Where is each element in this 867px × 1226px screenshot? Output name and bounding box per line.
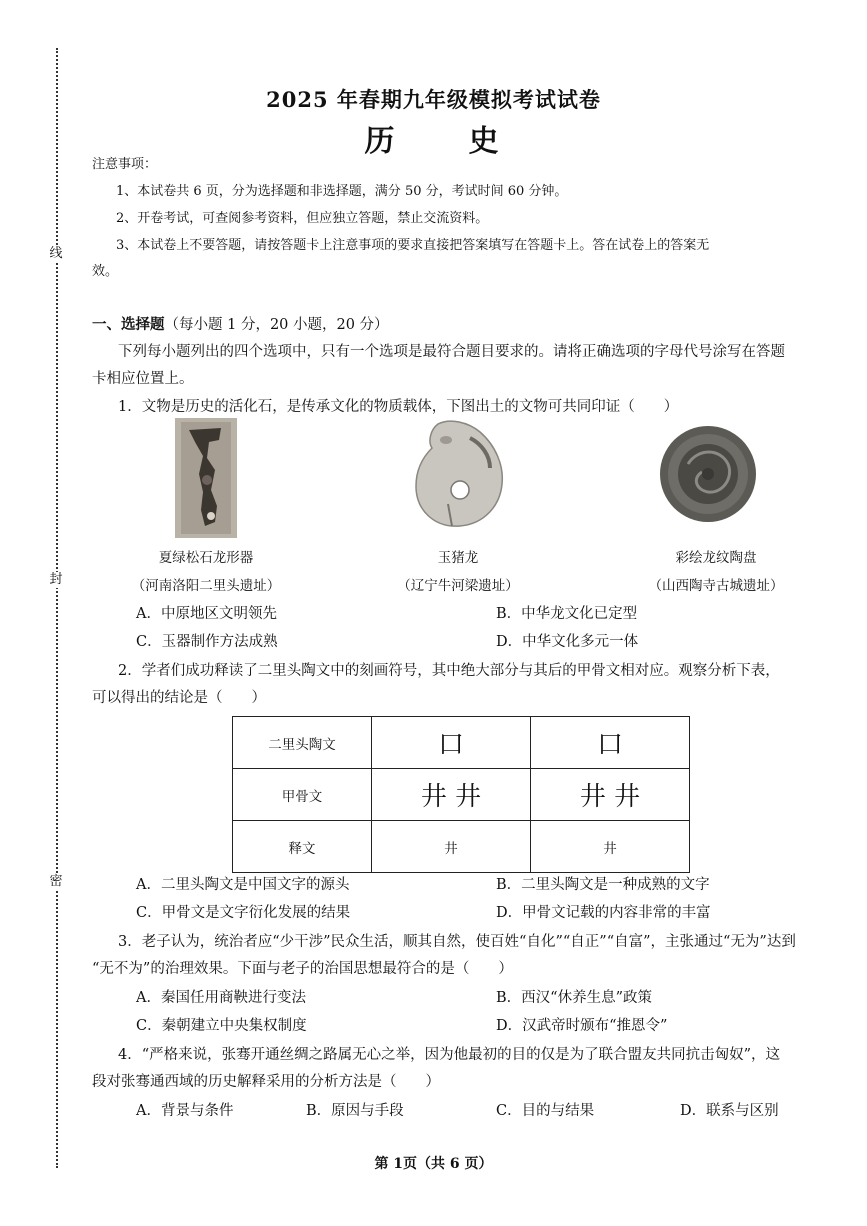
q4-stem-2: 段对张骞通西域的历史解释采用的分析方法是（ ） [92,1074,440,1090]
q2-option-a: A．二里头陶文是中国文字的源头 [136,877,350,893]
q1-artifact-1-name: 夏绿松石龙形器 [158,550,254,566]
oracle-glyph-1: 井 井 [420,782,482,812]
notice-heading: 注意事项： [92,157,158,172]
section-instruction-1: 下列每小题列出的四个选项中，只有一个选项是最符合题目要求的。请将正确选项的字母代号涂写在答题 [118,344,785,360]
q4-option-d: D．联系与区别 [680,1103,779,1119]
q2-option-b: B．二里头陶文是一种成熟的文字 [496,877,710,893]
table-row-label: 释文 [233,821,372,873]
table-cell [531,717,690,769]
turquoise-dragon-image [175,418,237,538]
table-row-label: 甲骨文 [233,769,372,821]
q3-option-c: C．秦朝建立中央集权制度 [136,1018,307,1034]
q1-option-b: B．中华龙文化已定型 [496,606,638,622]
table-row [233,717,690,769]
q3-stem-2: “无不为”的治理效果。下面与老子的治国思想最符合的是（ ） [92,961,513,977]
q3-option-b: B．西汉“休养生息”政策 [496,990,652,1006]
exam-title: 2025 年春期九年级模拟考试试卷 [266,87,601,112]
table-row [233,821,690,873]
section-instruction-2: 卡相应位置上。 [92,371,194,387]
section-heading [92,313,389,334]
q1-stem: 1．文物是历史的活化石，是传承文化的物质载体，下图出土的文物可共同印证（ ） [118,399,679,415]
subject-char-1: 历 [364,124,399,159]
margin-label-seal: 封 [44,572,68,588]
q4-option-b: B．原因与手段 [306,1103,404,1119]
q2-stem-2: 可以得出的结论是（ ） [92,690,266,706]
q1-artifact-3-name: 彩绘龙纹陶盘 [675,550,757,566]
q1-artifact-1-site: （河南洛阳二里头遗址） [131,578,281,594]
notice-item-3: 3、本试卷上不要答题，请按答题卡上注意事项的要求直接把答案填写在答题卡上。答在试卷上的答案无 [116,238,710,253]
table-row [233,769,690,821]
q4-option-a: A．背景与条件 [136,1103,234,1119]
margin-label-secret: 密 [44,874,68,890]
q1-option-a: A．中原地区文明领先 [136,606,277,622]
jade-pig-dragon-image [408,418,508,530]
notice-item-1: 1、本试卷共 6 页，分为选择题和非选择题，满分 50 分，考试时间 60 分钟。 [116,184,568,199]
q2-script-table [232,716,690,873]
section-score: （每小题 1 分，20 小题，20 分） [164,317,389,333]
page-footer: 第 1页（共 6 页） [374,1156,493,1172]
oracle-glyph-2: 井 井 [579,782,641,812]
q1-artifact-2-name: 玉猪龙 [437,550,479,566]
notice-item-2: 2、开卷考试，可查阅参考资料，但应独立答题，禁止交流资料。 [116,211,489,226]
q2-option-c: C．甲骨文是文字衍化发展的结果 [136,905,351,921]
table-cell [372,769,531,821]
binding-dotted-line [56,48,58,1168]
table-cell: 井 [372,821,531,873]
margin-label-line: 线 [44,246,68,262]
table-cell [531,769,690,821]
q3-option-a: A．秦国任用商鞅进行变法 [136,990,306,1006]
q3-stem-1: 3．老子认为，统治者应“少干涉”民众生活，顺其自然，使百姓“自化”“自正”“自富”，主张通过“无为”达到 [118,934,796,950]
erlitou-glyph-2: 口 [596,730,623,760]
q4-stem-1: 4．“严格来说，张骞开通丝绸之路属无心之举，因为他最初的目的仅是为了联合盟友共同抗击匈奴”，这 [118,1047,781,1063]
q3-option-d: D．汉武帝时颁布“推恩令” [496,1018,668,1034]
q4-option-c: C．目的与结果 [496,1103,595,1119]
table-cell: 井 [531,821,690,873]
q2-option-d: D．甲骨文记载的内容非常的丰富 [496,905,711,921]
table-row-label: 二里头陶文 [233,717,372,769]
q1-option-c: C．玉器制作方法成熟 [136,634,278,650]
q1-option-d: D．中华文化多元一体 [496,634,639,650]
erlitou-glyph-1: 口 [437,730,464,760]
q1-artifact-2-site: （辽宁牛河梁遗址） [397,578,519,594]
section-title: 一、选择题 [92,316,165,333]
notice-item-3-cont: 效。 [92,264,119,279]
q2-stem-1: 2．学者们成功释读了二里头陶文中的刻画符号，其中绝大部分与其后的甲骨文相对应。观察分析下表， [118,663,780,679]
painted-dragon-plate-image [658,424,758,524]
table-cell [372,717,531,769]
q1-artifact-3-site: （山西陶寺古城遗址） [648,578,784,594]
subject-char-2: 史 [468,124,503,159]
